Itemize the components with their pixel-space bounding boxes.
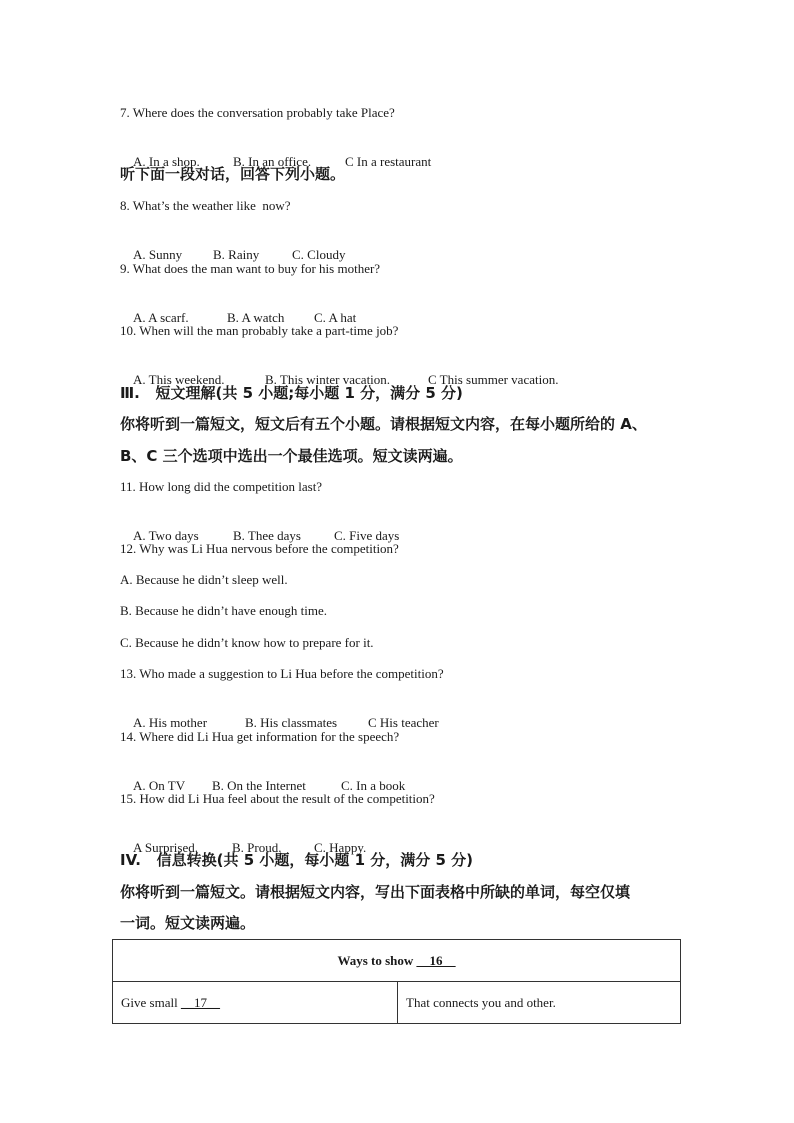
option-a: A. In a shop. (133, 154, 200, 169)
question-14: 14. Where did Li Hua get information for the speech? (120, 729, 400, 744)
blank-16: __16__ (416, 952, 456, 968)
option-b: B. This winter vacation. (265, 372, 391, 387)
section-3-instruction-1: 你将听到一篇短文，短文后有五个小题。请根据短文内容，在每小题所给的 A、 (120, 415, 647, 433)
cell-text: Give small (121, 994, 181, 1010)
option-b: B. Thee days (233, 528, 301, 543)
option-c: C. In a book (341, 778, 406, 793)
option-c: C. Five days (334, 528, 400, 543)
info-table (112, 939, 681, 1024)
section-3-title: Ⅲ. 短文理解(共 5 小题;每小题 1 分，满分 5 分) (120, 384, 463, 402)
option-b: B. Proud. (232, 840, 282, 855)
section-4-instruction-1: 你将听到一篇短文。请根据短文内容，写出下面表格中所缺的单词，每空仅填 (120, 883, 631, 901)
table-header-cell (113, 940, 681, 982)
section-3-instruction-2: B、C 三个选项中选出一个最佳选项。短文读两遍。 (120, 447, 463, 465)
option-b: B. On the Internet (212, 778, 306, 793)
option-a: A. His mother (133, 715, 208, 730)
option-b: B. In an office. (233, 154, 312, 169)
question-7: 7. Where does the conversation probably take Place? (120, 105, 395, 120)
question-8: 8. What’s the weather like now? (120, 198, 291, 213)
option-b: B. A watch (227, 310, 285, 325)
section-4-title: IV. 信息转换(共 5 小题，每小题 1 分，满分 5 分) (120, 851, 473, 869)
option-a: A. This weekend. (133, 372, 225, 387)
table-cell-left (113, 982, 398, 1024)
listening-instruction: 听下面一段对话，回答下列小题。 (120, 165, 346, 183)
option-a: A. A scarf. (133, 310, 189, 325)
question-12-option-a: A. Because he didn’t sleep well. (120, 572, 288, 587)
question-12-option-b: B. Because he didn’t have enough time. (120, 603, 327, 618)
section-4-instruction-2: 一词。短文读两遍。 (120, 914, 256, 932)
option-c: C This summer vacation. (428, 372, 559, 387)
option-c: C. A hat (314, 310, 357, 325)
question-15: 15. How did Li Hua feel about the result of the competition? (120, 791, 435, 806)
question-10: 10. When will the man probably take a part-time job? (120, 323, 399, 338)
option-c: C. Cloudy (292, 247, 346, 262)
question-12-option-c: C. Because he didn’t know how to prepare for it. (120, 635, 374, 650)
option-c: C In a restaurant (345, 154, 432, 169)
question-9: 9. What does the man want to buy for his mother? (120, 261, 381, 276)
question-11: 11. How long did the competition last? (120, 479, 323, 494)
option-a: A. Two days (133, 528, 199, 543)
table-header-row (113, 940, 681, 982)
table-cell-right: That connects you and other. (398, 982, 681, 1024)
option-a: A. Sunny (133, 247, 183, 262)
header-text: Ways to show (337, 952, 417, 968)
option-b: B. His classmates (245, 715, 338, 730)
table-row (113, 982, 681, 1024)
question-13: 13. Who made a suggestion to Li Hua before the competition? (120, 666, 444, 681)
option-a: A. On TV (133, 778, 186, 793)
option-c: C His teacher (368, 715, 439, 730)
option-c: C. Happy. (314, 840, 367, 855)
option-b: B. Rainy (213, 247, 260, 262)
option-a: A Surprised. (133, 840, 198, 855)
blank-17: __17__ (180, 994, 220, 1010)
question-12: 12. Why was Li Hua nervous before the competition? (120, 541, 399, 556)
